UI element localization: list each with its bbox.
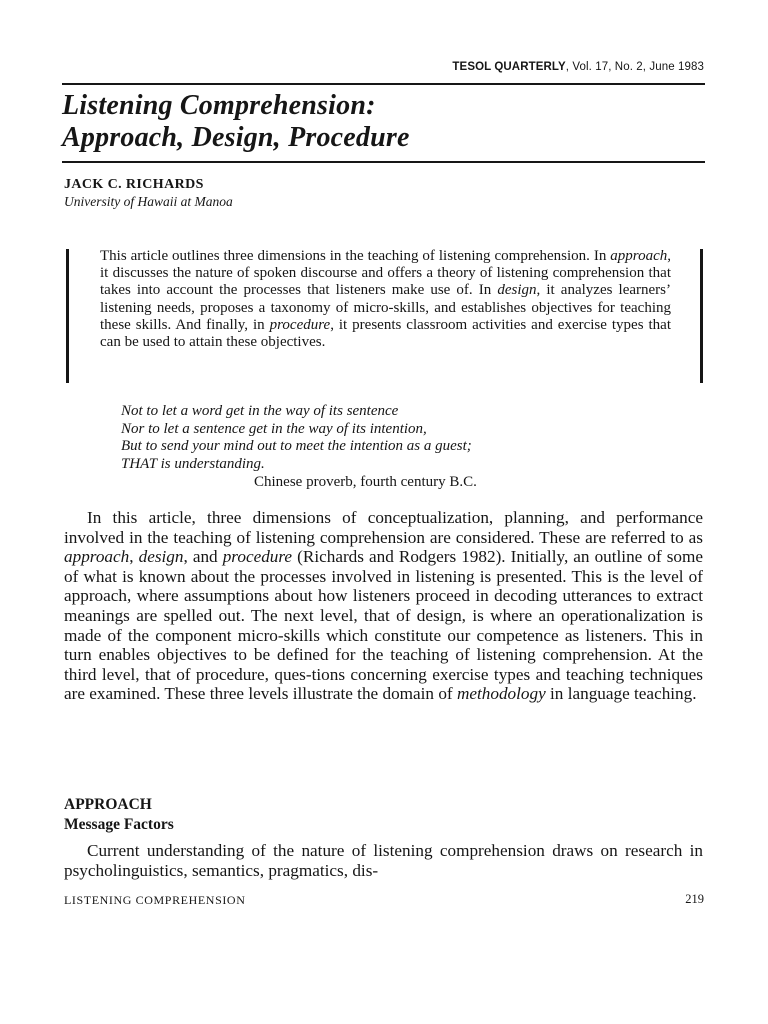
intro-text: (Richards and Rodgers 1982). Initially, an outline of some of what is known about the processes involved in listening is presented. This is the level of approach, where assumptions about how listeners proceed in decoding utterances to extract meanings are spelled out. The next level, that of design, is where an operationalization is made of the component micro-skills which constitute our competence as listeners. This in turn enables objectives to be defined for the teaching of listening comprehension. At the third level, that of procedure, ques-tions concerning exercise types and teaching techniques are examined. These three levels illustrate the domain of (64, 547, 704, 704)
issue-details: , Vol. 17, No. 2, June 1983 (565, 61, 704, 73)
epigraph-line: Not to let a word get in the way of its sentence (121, 403, 399, 419)
abstract-text: , it discusses the nature of spoken discourse and offers a theory of listening comprehension that takes into account the processes that listeners make use of. In (100, 248, 671, 299)
abstract-emphasis: procedure (269, 316, 331, 333)
epigraph-line: But to send your mind out to meet the intention as a guest; (121, 438, 472, 454)
intro-emphasis: methodology (456, 684, 546, 704)
epigraph-source: Chinese proverb, fourth century B.C. (254, 474, 477, 490)
abstract-text: , it analyzes learners’ listening needs, proposes a taxonomy of micro-skills, and establishes objectives for teaching these skills. And finally, in (100, 282, 671, 333)
intro-text: , and (183, 547, 223, 567)
article-title (62, 90, 410, 154)
abstract-emphasis: approach (610, 248, 668, 264)
abstract-text: , it presents classroom activities and exercise types that can be used to attain these objectives. (100, 316, 671, 351)
intro-text: In this article, three dimensions of conceptualization, planning, and performance involved in the teaching of listening comprehension are considered. These are referred to as (64, 508, 703, 547)
title-line-2: Approach, Design, Procedure (62, 122, 410, 153)
footer-running-title: LISTENING COMPREHENSION (64, 893, 246, 907)
section-paragraph: Current understanding of the nature of listening comprehension draws on research in psycholinguistics, semantics, pragmatics, dis- (64, 841, 703, 880)
section-heading: APPROACH (64, 796, 152, 813)
title-rule-bottom (62, 161, 705, 163)
title-rule-top (62, 83, 705, 85)
page-number: 219 (685, 892, 704, 906)
journal-name: TESOL QUARTERLY (452, 61, 566, 73)
author-name: JACK C. RICHARDS (64, 177, 204, 192)
epigraph (121, 403, 472, 473)
intro-emphasis: design (138, 547, 184, 567)
abstract (100, 248, 671, 351)
epigraph-line: Nor to let a sentence get in the way of its intention, (121, 420, 427, 437)
title-line-1: Listening Comprehension: (62, 90, 376, 121)
intro-text: in language teaching. (545, 684, 697, 704)
abstract-bar-left (66, 249, 69, 383)
epigraph-line: THAT is understanding. (121, 455, 265, 472)
intro-emphasis: procedure (222, 547, 293, 567)
author-affiliation: University of Hawaii at Manoa (64, 194, 233, 209)
intro-paragraph (64, 508, 703, 704)
abstract-bar-right (700, 249, 703, 383)
subsection-heading: Message Factors (64, 816, 174, 833)
intro-text: , (129, 547, 139, 567)
running-head (452, 61, 704, 73)
abstract-text: This article outlines three dimensions in the teaching of listening comprehension. In (100, 248, 611, 264)
intro-emphasis: approach (64, 547, 130, 567)
abstract-emphasis: design (497, 282, 537, 299)
